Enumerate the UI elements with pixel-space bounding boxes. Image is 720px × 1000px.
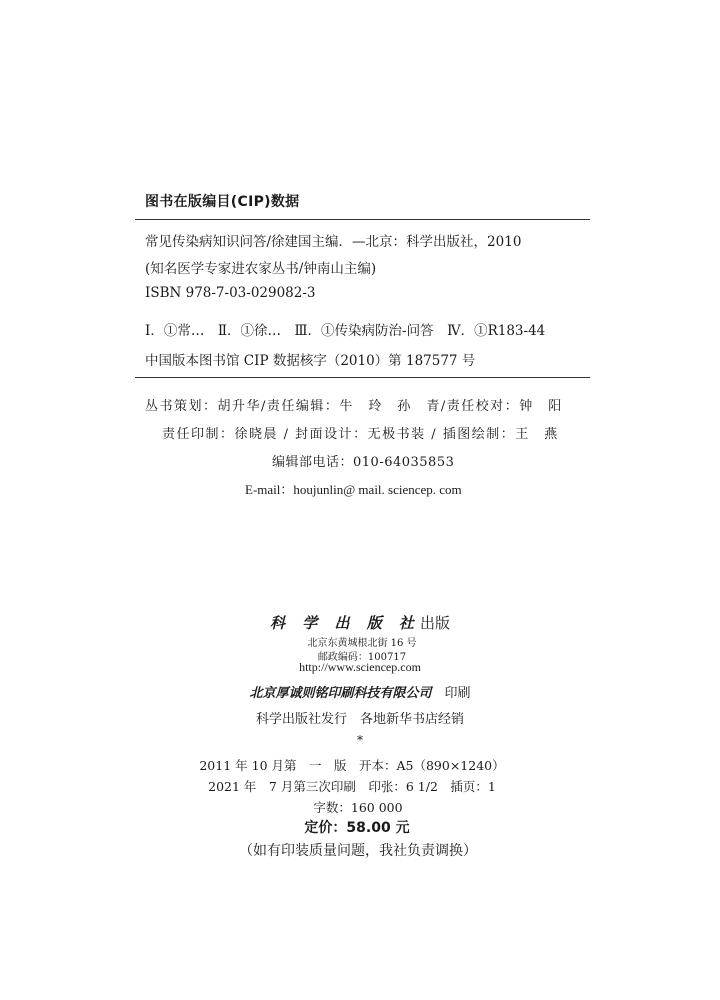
publisher-address: 北京东黄城根北街 16 号 bbox=[307, 638, 417, 649]
cip-title-line: 常见传染病知识问答/徐建国主编．—北京：科学出版社，2010 bbox=[145, 234, 522, 250]
cip-isbn-line: ISBN 978-7-03-029082-3 bbox=[145, 285, 316, 301]
publisher-postcode: 邮政编码：100717 bbox=[317, 652, 407, 663]
publisher-name: 科 学 出 版 社 bbox=[270, 614, 420, 632]
publisher-suffix: 出版 bbox=[419, 614, 450, 632]
distribution-line: 科学出版社发行 各地新华书店经销 bbox=[255, 712, 464, 727]
publisher-url: http://www.sciencep.com bbox=[299, 660, 421, 674]
bottom-rule bbox=[135, 377, 590, 378]
printer-suffix: 印刷 bbox=[444, 686, 471, 701]
cip-heading: 图书在版编目(CIP)数据 bbox=[145, 194, 300, 210]
edition-line-1: 2011 年 10 月第 一 版 开本：A5（890×1240） bbox=[199, 758, 505, 773]
word-count: 字数：160 000 bbox=[313, 800, 403, 815]
editorial-phone: 编辑部电话：010-64035853 bbox=[272, 455, 455, 470]
cip-classification-line: Ⅰ．①常… Ⅱ．①徐… Ⅲ．①传染病防治-问答 Ⅳ．①R183-44 bbox=[145, 323, 546, 339]
printer-name: 北京厚诚则铭印刷科技有限公司 bbox=[249, 686, 432, 701]
credits-line-2: 责任印制：徐晓晨 / 封面设计：无极书装 / 插图绘制：王 燕 bbox=[162, 427, 559, 442]
cip-series-line: (知名医学专家进农家丛书/钟南山主编) bbox=[145, 261, 377, 277]
cip-verification-line: 中国版本图书馆 CIP 数据核字（2010）第 187577 号 bbox=[145, 353, 476, 369]
price: 定价：58.00 元 bbox=[304, 820, 410, 836]
edition-line-2: 2021 年 7 月第三次印刷 印张：6 1/2 插页：1 bbox=[208, 779, 496, 794]
printer-line bbox=[0, 682, 720, 701]
top-rule bbox=[135, 219, 590, 220]
quality-notice: （如有印装质量问题，我社负责调换） bbox=[239, 843, 477, 859]
credits-line-1: 丛书策划：胡升华/责任编辑：牛 玲 孙 青/责任校对：钟 阳 bbox=[145, 399, 563, 414]
publisher-line bbox=[0, 612, 720, 633]
separator-star: * bbox=[357, 733, 363, 747]
editorial-email: E-mail：houjunlin@ mail. sciencep. com bbox=[245, 482, 462, 497]
